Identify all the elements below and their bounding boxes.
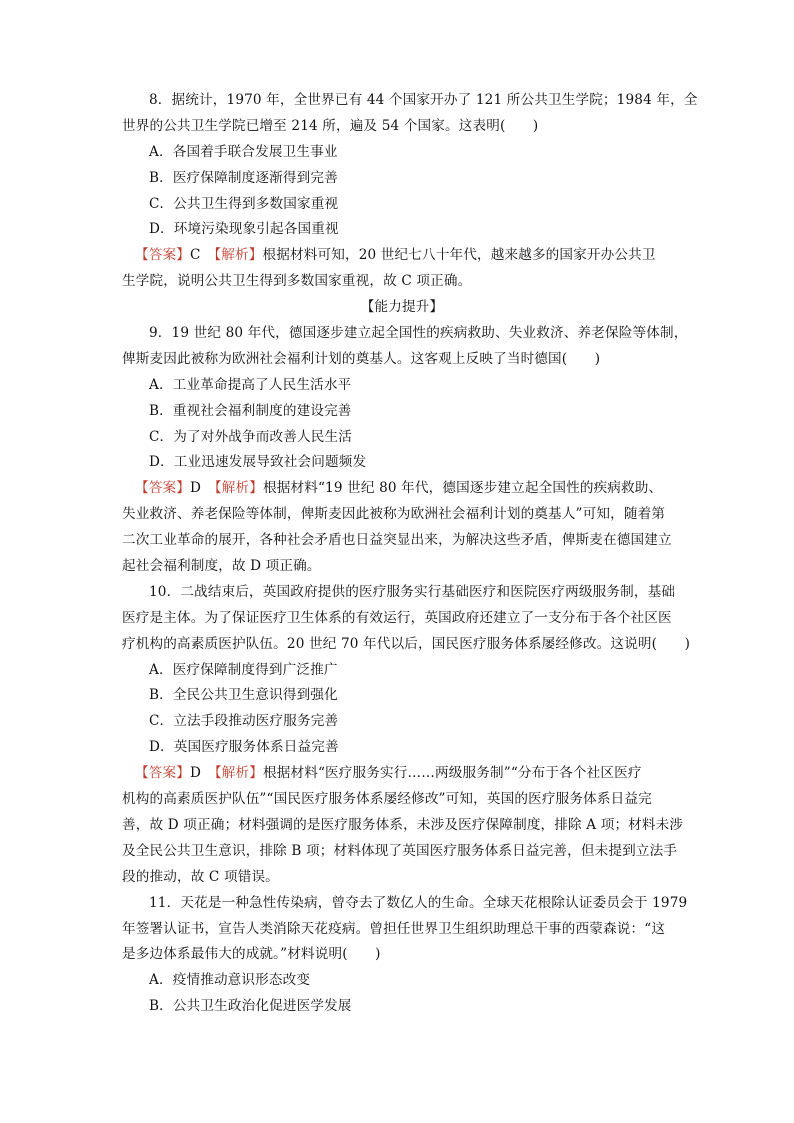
option-c: C．公共卫生得到多数国家重视	[149, 195, 339, 212]
answer-line	[122, 761, 682, 787]
option-d: D．英国医疗服务体系日益完善	[149, 739, 339, 756]
analysis-text: 二次工业革命的展开，各种社会矛盾也日益突显出来，为解决这些矛盾，俾斯麦在德国建立	[122, 532, 672, 549]
question-11	[122, 891, 688, 1020]
analysis-tag: 【解析】	[214, 480, 263, 497]
question-stem-line: 9．19 世纪 80 年代，德国逐步建立起全国性的疾病救助、失业救济、养老保险等体制，	[149, 325, 688, 342]
analysis-text: 根据材料“医疗服务实行……两级服务制”“分布于各个社区医疗	[262, 765, 642, 782]
question-8	[122, 88, 698, 295]
option-d: D．工业迅速发展导致社会问题频发	[149, 454, 367, 471]
answer-value: D	[189, 765, 202, 782]
question-stem-line: 医疗是主体。为了保证医疗卫生体系的有效运行，英国政府还建立了一支分布于各个社区医	[122, 609, 672, 626]
answer-value: D	[189, 480, 202, 497]
question-stem-line: 世界的公共卫生学院已增至 214 所，遍及 54 个国家。这表明( )	[122, 117, 539, 134]
analysis-text: 段的推动，故 C 项错误。	[122, 868, 279, 885]
analysis-text: 根据材料可知，20 世纪七八十年代，越来越多的国家开办公共卫	[262, 247, 656, 264]
question-stem-line: 11．天花是一种急性传染病，曾夺去了数亿人的生命。全球天花根除认证委员会于 1979	[149, 894, 688, 911]
analysis-text: 善，故 D 项正确；材料强调的是医疗服务体系，未涉及医疗保障制度，排除 A 项；材料未涉	[122, 816, 684, 833]
option-a: A．各国着手联合发展卫生事业	[149, 143, 338, 160]
analysis-text: 起社会福利制度，故 D 项正确。	[122, 558, 321, 575]
analysis-text: 根据材料“19 世纪 80 年代，德国逐步建立起全国性的疾病救助、	[262, 480, 663, 497]
answer-tag: 【答案】	[135, 247, 190, 264]
question-stem-line: 是多边体系最伟大的成就。”材料说明( )	[122, 946, 381, 963]
option-c: C．为了对外战争而改善人民生活	[149, 428, 352, 445]
option-d: D．环境污染现象引起各国重视	[149, 221, 339, 238]
analysis-text: 失业救济、养老保险等体制，俾斯麦因此被称为欧洲社会福利计划的奠基人”可知，随着第	[122, 506, 666, 523]
analysis-tag: 【解析】	[214, 765, 263, 782]
answer-line	[122, 476, 682, 502]
section-heading: 【能力提升】	[360, 299, 444, 316]
question-stem-line: 年签署认证书，宣告人类消除天花疫病。曾担任世界卫生组织助理总干事的西蒙森说：“这	[122, 920, 666, 937]
analysis-text: 及全民公共卫生意识，排除 B 项；材料体现了英国医疗服务体系日益完善，但未提到立法手	[122, 842, 678, 859]
option-b: B．全民公共卫生意识得到强化	[149, 687, 338, 704]
option-a: A．疫情推动意识形态改变	[149, 972, 311, 989]
analysis-tag: 【解析】	[214, 247, 263, 264]
answer-tag: 【答案】	[135, 480, 190, 497]
answer-line	[122, 243, 682, 269]
question-10	[122, 580, 691, 891]
option-b: B．重视社会福利制度的建设完善	[149, 402, 352, 419]
question-stem-line: 8．据统计，1970 年，全世界已有 44 个国家开办了 121 所公共卫生学院；1984 年，全	[149, 92, 698, 108]
option-c: C．立法手段推动医疗服务完善	[149, 713, 339, 730]
document-page	[122, 88, 698, 1020]
analysis-text: 生学院，说明公共卫生得到多数国家重视，故 C 项正确。	[122, 273, 472, 290]
answer-tag: 【答案】	[135, 765, 190, 782]
question-stem-line: 疗机构的高素质医护队伍。20 世纪 70 年代以后，国民医疗服务体系屡经修改。这说明( )	[122, 635, 691, 652]
option-a: A．工业革命提高了人民生活水平	[149, 376, 352, 393]
question-9	[122, 321, 688, 580]
option-a: A．医疗保障制度得到广泛推广	[149, 661, 338, 678]
answer-value: C	[189, 247, 201, 264]
option-b: B．公共卫生政治化促进医学发展	[149, 998, 352, 1015]
question-stem-line: 10．二战结束后，英国政府提供的医疗服务实行基础医疗和医院医疗两级服务制，基础	[149, 583, 676, 600]
analysis-text: 机构的高素质医护队伍”“国民医疗服务体系屡经修改”可知，英国的医疗服务体系日益完	[122, 791, 652, 808]
option-b: B．医疗保障制度逐渐得到完善	[149, 169, 338, 186]
question-stem-line: 俾斯麦因此被称为欧洲社会福利计划的奠基人。这客观上反映了当时德国( )	[122, 350, 601, 367]
